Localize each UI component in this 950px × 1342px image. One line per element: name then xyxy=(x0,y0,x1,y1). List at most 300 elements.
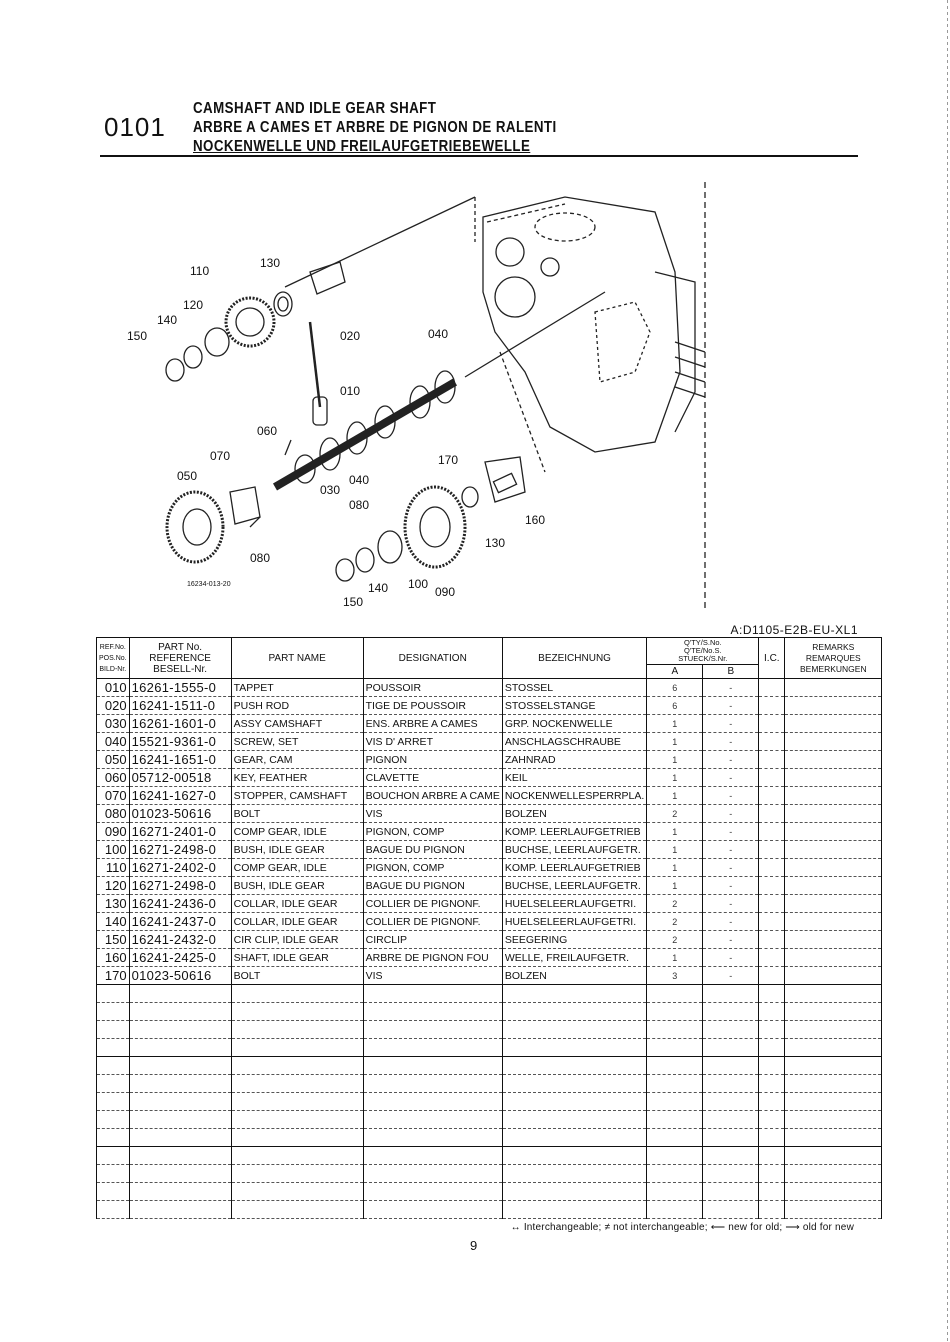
cell-ref xyxy=(97,1111,130,1129)
cell-remarks xyxy=(785,751,882,769)
cell-a: 2 xyxy=(647,805,703,823)
cell-a xyxy=(647,1183,703,1201)
cell-remarks xyxy=(785,1147,882,1165)
table-row xyxy=(97,1021,882,1039)
cell-name: PUSH ROD xyxy=(231,697,363,715)
header-quantity: Q'TY/S.No. Q'TE/No.S. STUECK/S.Nr. xyxy=(647,638,759,665)
cell-name: TAPPET xyxy=(231,679,363,697)
cell-part-no xyxy=(129,985,231,1003)
cell-remarks xyxy=(785,967,882,985)
cell-remarks xyxy=(785,1075,882,1093)
cell-remarks xyxy=(785,679,882,697)
cell-designation: COLLIER DE PIGNONF. xyxy=(363,895,502,913)
table-row xyxy=(97,1147,882,1165)
cell-designation: BAGUE DU PIGNON xyxy=(363,877,502,895)
cell-ref xyxy=(97,1003,130,1021)
cell-part-no xyxy=(129,1003,231,1021)
cell-ref: 160 xyxy=(97,949,130,967)
cell-name xyxy=(231,1075,363,1093)
cell-bezeichnung: BUCHSE, LEERLAUFGETR. xyxy=(502,841,646,859)
callout-040-upper: 040 xyxy=(428,327,449,341)
callout-090: 090 xyxy=(435,585,456,599)
cell-a: 1 xyxy=(647,715,703,733)
cell-name: BUSH, IDLE GEAR xyxy=(231,877,363,895)
cell-ref: 040 xyxy=(97,733,130,751)
cell-ic xyxy=(759,1057,785,1075)
cell-ic xyxy=(759,769,785,787)
cell-a: 1 xyxy=(647,733,703,751)
table-row xyxy=(97,895,882,913)
callout-060: 060 xyxy=(257,424,278,438)
cell-designation xyxy=(363,1183,502,1201)
cell-bezeichnung xyxy=(502,1021,646,1039)
header-ic: I.C. xyxy=(759,638,785,679)
table-row xyxy=(97,949,882,967)
cell-part-no: 16241-1651-0 xyxy=(129,751,231,769)
cell-name: BUSH, IDLE GEAR xyxy=(231,841,363,859)
table-row xyxy=(97,1111,882,1129)
cell-b xyxy=(703,1021,759,1039)
table-row xyxy=(97,967,882,985)
cell-b xyxy=(703,1147,759,1165)
table-row xyxy=(97,1201,882,1219)
cell-name xyxy=(231,1165,363,1183)
callout-120: 120 xyxy=(183,298,204,312)
cell-part-no: 16241-1511-0 xyxy=(129,697,231,715)
page-titles xyxy=(193,99,557,156)
cell-part-no xyxy=(129,1039,231,1057)
cell-b: - xyxy=(703,895,759,913)
callout-070: 070 xyxy=(210,449,231,463)
cell-bezeichnung xyxy=(502,1147,646,1165)
cell-bezeichnung xyxy=(502,1111,646,1129)
cell-ref xyxy=(97,1201,130,1219)
cell-designation: VIS xyxy=(363,967,502,985)
cell-ref: 120 xyxy=(97,877,130,895)
cell-name: SHAFT, IDLE GEAR xyxy=(231,949,363,967)
drawing-number: 16234-013-20 xyxy=(187,581,231,588)
cell-ref: 070 xyxy=(97,787,130,805)
cell-b: - xyxy=(703,841,759,859)
callout-030: 030 xyxy=(320,483,341,497)
cell-remarks xyxy=(785,859,882,877)
cell-name xyxy=(231,1201,363,1219)
cell-b: - xyxy=(703,733,759,751)
cell-bezeichnung: NOCKENWELLESPERRPLA. xyxy=(502,787,646,805)
table-row xyxy=(97,859,882,877)
cell-remarks xyxy=(785,787,882,805)
cell-ic xyxy=(759,1111,785,1129)
cell-bezeichnung: HUELSELEERLAUFGETRI. xyxy=(502,895,646,913)
cell-designation xyxy=(363,1003,502,1021)
cell-ic xyxy=(759,1003,785,1021)
cell-b xyxy=(703,1039,759,1057)
cell-designation: POUSSOIR xyxy=(363,679,502,697)
table-row xyxy=(97,697,882,715)
cell-ic xyxy=(759,715,785,733)
cell-b xyxy=(703,1075,759,1093)
engine-block xyxy=(483,197,705,452)
callout-100: 100 xyxy=(408,577,429,591)
cell-a xyxy=(647,1003,703,1021)
table-row xyxy=(97,985,882,1003)
cell-ref xyxy=(97,1075,130,1093)
cell-name: SCREW, SET xyxy=(231,733,363,751)
cell-a: 1 xyxy=(647,787,703,805)
cell-ref: 100 xyxy=(97,841,130,859)
cell-name: CIR CLIP, IDLE GEAR xyxy=(231,931,363,949)
cell-designation: PIGNON, COMP xyxy=(363,823,502,841)
cell-designation: ARBRE DE PIGNON FOU xyxy=(363,949,502,967)
cell-bezeichnung: KOMP. LEERLAUFGETRIEB xyxy=(502,823,646,841)
cell-ic xyxy=(759,1201,785,1219)
cell-part-no: 16241-2425-0 xyxy=(129,949,231,967)
header-designation: DESIGNATION xyxy=(363,638,502,679)
cell-part-no: 16241-2436-0 xyxy=(129,895,231,913)
cell-bezeichnung: KOMP. LEERLAUFGETRIEB xyxy=(502,859,646,877)
cell-ic xyxy=(759,877,785,895)
cell-part-no: 01023-50616 xyxy=(129,805,231,823)
cell-b xyxy=(703,1129,759,1147)
cell-ic xyxy=(759,949,785,967)
cell-ic xyxy=(759,1093,785,1111)
cell-b xyxy=(703,1003,759,1021)
cell-part-no: 16241-2432-0 xyxy=(129,931,231,949)
cell-ref xyxy=(97,1039,130,1057)
cell-name xyxy=(231,1003,363,1021)
cell-ic xyxy=(759,751,785,769)
cell-name xyxy=(231,1111,363,1129)
cell-remarks xyxy=(785,913,882,931)
cell-ic xyxy=(759,985,785,1003)
cell-bezeichnung xyxy=(502,1165,646,1183)
cell-a xyxy=(647,1147,703,1165)
cell-ref: 010 xyxy=(97,679,130,697)
cell-b: - xyxy=(703,859,759,877)
cell-b xyxy=(703,1165,759,1183)
cell-ref: 050 xyxy=(97,751,130,769)
cell-bezeichnung: BUCHSE, LEERLAUFGETR. xyxy=(502,877,646,895)
cell-b: - xyxy=(703,949,759,967)
cell-part-no: 16241-1627-0 xyxy=(129,787,231,805)
cell-designation xyxy=(363,1093,502,1111)
table-row xyxy=(97,751,882,769)
cell-designation: VIS D' ARRET xyxy=(363,733,502,751)
cell-remarks xyxy=(785,1129,882,1147)
page-number: 9 xyxy=(470,1238,478,1253)
cell-ref xyxy=(97,1021,130,1039)
cell-ic xyxy=(759,1129,785,1147)
cell-ref xyxy=(97,1129,130,1147)
cell-a: 2 xyxy=(647,913,703,931)
cell-name xyxy=(231,1147,363,1165)
cell-a xyxy=(647,1165,703,1183)
cam-gear xyxy=(167,487,260,562)
cell-a xyxy=(647,1129,703,1147)
cell-bezeichnung: ZAHNRAD xyxy=(502,751,646,769)
cell-remarks xyxy=(785,895,882,913)
callout-110: 110 xyxy=(190,264,210,278)
cell-part-no xyxy=(129,1147,231,1165)
cell-name: COLLAR, IDLE GEAR xyxy=(231,895,363,913)
cell-bezeichnung xyxy=(502,1129,646,1147)
callout-010: 010 xyxy=(340,384,361,398)
callout-040-lower: 040 xyxy=(349,473,370,487)
cell-name: GEAR, CAM xyxy=(231,751,363,769)
cell-b: - xyxy=(703,679,759,697)
cell-ref: 140 xyxy=(97,913,130,931)
header-ref: REF.No. POS.No. BILD-Nr. xyxy=(97,638,130,679)
cell-part-no xyxy=(129,1093,231,1111)
exploded-parts-diagram xyxy=(95,172,715,622)
cell-b: - xyxy=(703,769,759,787)
table-row xyxy=(97,823,882,841)
cell-designation: BOUCHON ARBRE A CAME xyxy=(363,787,502,805)
cell-a: 1 xyxy=(647,769,703,787)
cell-part-no xyxy=(129,1057,231,1075)
cell-part-no: 16241-2437-0 xyxy=(129,913,231,931)
cell-designation xyxy=(363,1165,502,1183)
cell-name: KEY, FEATHER xyxy=(231,769,363,787)
cell-ic xyxy=(759,1039,785,1057)
cell-a: 2 xyxy=(647,895,703,913)
cell-a xyxy=(647,1111,703,1129)
cell-remarks xyxy=(785,823,882,841)
table-row xyxy=(97,1165,882,1183)
cell-name: COLLAR, IDLE GEAR xyxy=(231,913,363,931)
header-qty-a: A xyxy=(647,665,703,679)
cell-ic xyxy=(759,733,785,751)
cell-b: - xyxy=(703,967,759,985)
cell-part-no xyxy=(129,1165,231,1183)
cell-a xyxy=(647,985,703,1003)
table-row xyxy=(97,733,882,751)
cell-bezeichnung: WELLE, FREILAUFGETR. xyxy=(502,949,646,967)
cell-bezeichnung: STOSSEL xyxy=(502,679,646,697)
table-row xyxy=(97,1003,882,1021)
table-row xyxy=(97,679,882,697)
table-row xyxy=(97,931,882,949)
callout-080-mid: 080 xyxy=(349,498,370,512)
cell-ic xyxy=(759,931,785,949)
cell-ic xyxy=(759,787,785,805)
cell-remarks xyxy=(785,949,882,967)
cell-a: 1 xyxy=(647,877,703,895)
parts-table xyxy=(96,637,882,1219)
cell-b: - xyxy=(703,805,759,823)
cell-remarks xyxy=(785,715,882,733)
cell-a xyxy=(647,1201,703,1219)
callout-170: 170 xyxy=(438,453,459,467)
cell-ref: 020 xyxy=(97,697,130,715)
cell-ic xyxy=(759,967,785,985)
cell-bezeichnung xyxy=(502,1093,646,1111)
cell-b: - xyxy=(703,697,759,715)
cell-ref xyxy=(97,1165,130,1183)
cell-remarks xyxy=(785,1201,882,1219)
header-bezeichnung: BEZEICHNUNG xyxy=(502,638,646,679)
table-row xyxy=(97,1075,882,1093)
camshaft xyxy=(275,371,455,487)
cell-name xyxy=(231,985,363,1003)
model-code: A:D1105-E2B-EU-XL1 xyxy=(730,623,858,637)
cell-ref: 170 xyxy=(97,967,130,985)
cell-b: - xyxy=(703,751,759,769)
cell-designation xyxy=(363,985,502,1003)
cell-designation xyxy=(363,1129,502,1147)
cell-name: BOLT xyxy=(231,805,363,823)
cell-part-no: 16271-2498-0 xyxy=(129,877,231,895)
cell-remarks xyxy=(785,769,882,787)
cell-ref: 030 xyxy=(97,715,130,733)
table-row xyxy=(97,805,882,823)
cell-designation xyxy=(363,1075,502,1093)
table-row xyxy=(97,769,882,787)
table-row xyxy=(97,1039,882,1057)
cell-a: 1 xyxy=(647,859,703,877)
cell-part-no: 16271-2402-0 xyxy=(129,859,231,877)
cell-part-no: 16271-2498-0 xyxy=(129,841,231,859)
cell-part-no: 05712-00518 xyxy=(129,769,231,787)
cell-designation xyxy=(363,1039,502,1057)
cell-b: - xyxy=(703,715,759,733)
cell-name xyxy=(231,1183,363,1201)
cell-ic xyxy=(759,679,785,697)
cell-b: - xyxy=(703,877,759,895)
cell-remarks xyxy=(785,841,882,859)
cell-bezeichnung: BOLZEN xyxy=(502,805,646,823)
title-french: ARBRE A CAMES ET ARBRE DE PIGNON DE RALENTI xyxy=(193,119,557,136)
cell-part-no: 16271-2401-0 xyxy=(129,823,231,841)
cell-a xyxy=(647,1093,703,1111)
cell-bezeichnung xyxy=(502,1201,646,1219)
cell-bezeichnung xyxy=(502,985,646,1003)
cell-b xyxy=(703,1057,759,1075)
cell-part-no: 15521-9361-0 xyxy=(129,733,231,751)
cell-remarks xyxy=(785,1057,882,1075)
callout-150-lower: 150 xyxy=(343,595,364,609)
callout-020: 020 xyxy=(340,329,361,343)
cell-bezeichnung xyxy=(502,1057,646,1075)
cell-ic xyxy=(759,1075,785,1093)
cell-a: 6 xyxy=(647,679,703,697)
cell-b xyxy=(703,1201,759,1219)
callout-140-upper: 140 xyxy=(157,313,178,327)
section-code: 0101 xyxy=(104,112,166,142)
cell-ic xyxy=(759,697,785,715)
cell-a xyxy=(647,1021,703,1039)
cell-a: 6 xyxy=(647,697,703,715)
cell-ic xyxy=(759,1147,785,1165)
cell-a: 1 xyxy=(647,841,703,859)
cell-bezeichnung: ANSCHLAGSCHRAUBE xyxy=(502,733,646,751)
cell-part-no xyxy=(129,1075,231,1093)
cell-remarks xyxy=(785,1111,882,1129)
cell-ref xyxy=(97,1093,130,1111)
cell-ref: 110 xyxy=(97,859,130,877)
cell-bezeichnung: KEIL xyxy=(502,769,646,787)
cell-name xyxy=(231,1093,363,1111)
cell-part-no: 01023-50616 xyxy=(129,967,231,985)
cell-b: - xyxy=(703,823,759,841)
table-row xyxy=(97,1129,882,1147)
cell-ref: 080 xyxy=(97,805,130,823)
title-german: NOCKENWELLE UND FREILAUFGETRIEBEWELLE xyxy=(193,138,531,155)
cell-ic xyxy=(759,805,785,823)
page-edge xyxy=(947,0,948,1342)
cell-remarks xyxy=(785,697,882,715)
cell-designation xyxy=(363,1021,502,1039)
cell-name xyxy=(231,1039,363,1057)
cell-bezeichnung xyxy=(502,1075,646,1093)
cell-part-no: 16261-1555-0 xyxy=(129,679,231,697)
table-row xyxy=(97,1093,882,1111)
cell-designation: CIRCLIP xyxy=(363,931,502,949)
cell-ic xyxy=(759,823,785,841)
cell-name: STOPPER, CAMSHAFT xyxy=(231,787,363,805)
cell-a xyxy=(647,1075,703,1093)
cell-b xyxy=(703,1111,759,1129)
cell-bezeichnung: BOLZEN xyxy=(502,967,646,985)
cell-designation: ENS. ARBRE A CAMES xyxy=(363,715,502,733)
cell-part-no xyxy=(129,1111,231,1129)
cell-remarks xyxy=(785,1021,882,1039)
cell-name xyxy=(231,1021,363,1039)
table-row xyxy=(97,913,882,931)
cell-bezeichnung xyxy=(502,1003,646,1021)
cell-ic xyxy=(759,1021,785,1039)
table-row xyxy=(97,715,882,733)
cell-designation xyxy=(363,1201,502,1219)
header-remarks: REMARKS REMARQUES BEMERKUNGEN xyxy=(785,638,882,679)
cell-remarks xyxy=(785,877,882,895)
cell-ref: 090 xyxy=(97,823,130,841)
cell-remarks xyxy=(785,805,882,823)
cell-designation: COLLIER DE PIGNONF. xyxy=(363,913,502,931)
cell-name: ASSY CAMSHAFT xyxy=(231,715,363,733)
cell-designation xyxy=(363,1057,502,1075)
cell-designation: VIS xyxy=(363,805,502,823)
cell-remarks xyxy=(785,931,882,949)
cell-bezeichnung: HUELSELEERLAUFGETRI. xyxy=(502,913,646,931)
cell-a xyxy=(647,1057,703,1075)
cell-b xyxy=(703,985,759,1003)
cell-ref: 150 xyxy=(97,931,130,949)
cell-designation: CLAVETTE xyxy=(363,769,502,787)
cell-name xyxy=(231,1129,363,1147)
header-qty-b: B xyxy=(703,665,759,679)
title-rule xyxy=(100,155,858,157)
cell-part-no xyxy=(129,1129,231,1147)
cell-name: COMP GEAR, IDLE xyxy=(231,859,363,877)
callout-140-lower: 140 xyxy=(368,581,389,595)
cell-ref xyxy=(97,985,130,1003)
cell-a xyxy=(647,1039,703,1057)
cell-designation xyxy=(363,1111,502,1129)
cell-remarks xyxy=(785,733,882,751)
cell-designation: BAGUE DU PIGNON xyxy=(363,841,502,859)
cell-remarks xyxy=(785,1093,882,1111)
cell-bezeichnung xyxy=(502,1039,646,1057)
cell-remarks xyxy=(785,1165,882,1183)
cell-ic xyxy=(759,841,785,859)
cell-designation: PIGNON, COMP xyxy=(363,859,502,877)
callout-130-upper: 130 xyxy=(260,256,281,270)
cell-ref xyxy=(97,1147,130,1165)
callout-160: 160 xyxy=(525,513,546,527)
cell-remarks xyxy=(785,985,882,1003)
callout-130-lower: 130 xyxy=(485,536,506,550)
